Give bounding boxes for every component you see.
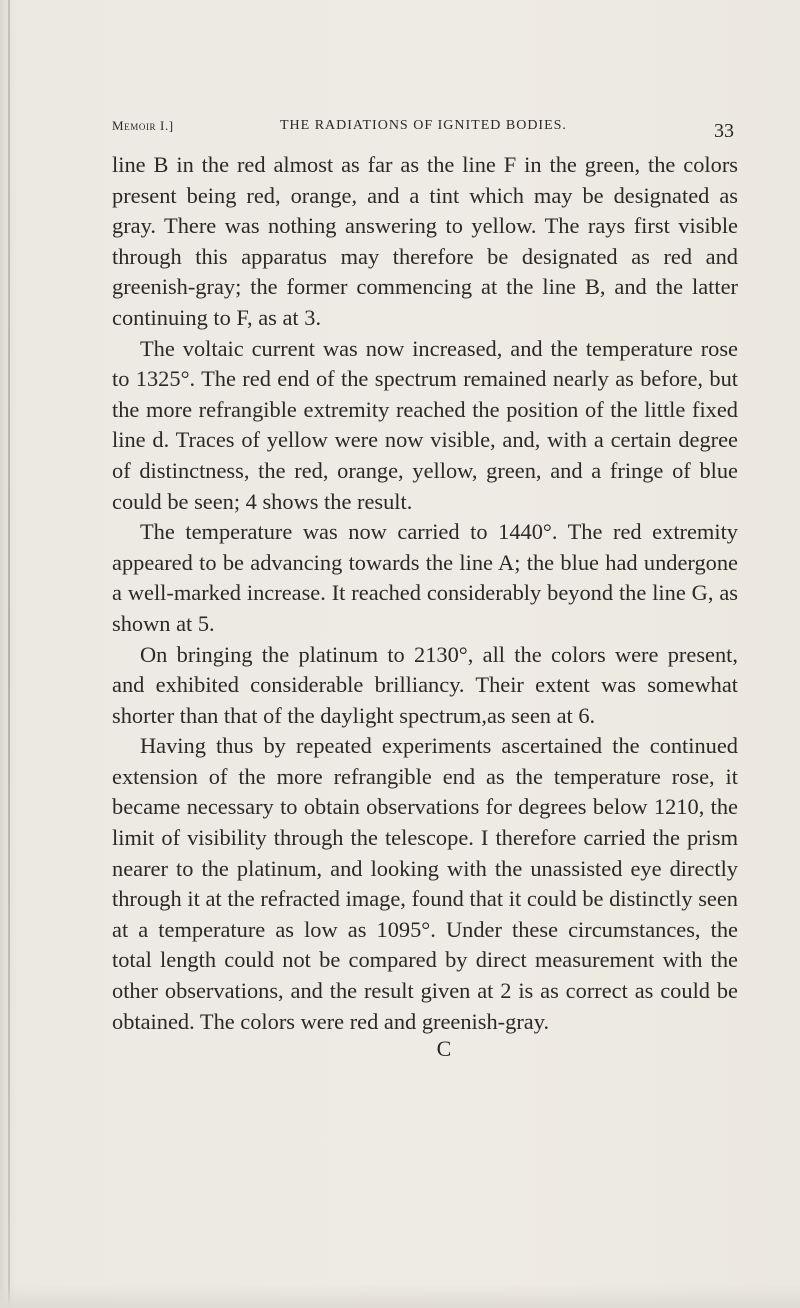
paragraph: The temperature was now carried to 1440°. The red extremity appeared to be advancing towards the line A; the blue had undergone a well-marked increase. It reached considerably beyond the line G, as shown at 5. bbox=[112, 519, 738, 636]
running-head bbox=[112, 118, 736, 142]
body-text bbox=[112, 150, 738, 1037]
running-head-title: THE RADIATIONS OF IGNITED BODIES. bbox=[280, 118, 567, 133]
page-bottom-edge bbox=[0, 1284, 800, 1308]
page-number: 33 bbox=[714, 120, 734, 142]
signature-mark: C bbox=[436, 1036, 452, 1061]
paragraph: The voltaic current was now increased, and the temperature rose to 1325°. The red end of the spectrum remained nearly as before, but the more refrangible extremity reached the position of the little fixed line d. Traces of yellow were now visible, and, with a certain degree of distinctness, the red, orange, yellow, green, and a fringe of blue could be seen; 4 shows the result. bbox=[112, 335, 738, 514]
paragraph: line B in the red almost as far as the line F in the green, the colors present being red, orange, and a tint which may be designated as gray. There was nothing answering to yellow. The rays first visible through this apparatus may therefore be designated as red and greenish-gray; the former commencing at the line B, and the latter continuing to F, as at 3. bbox=[112, 152, 738, 330]
running-head-memoir: Memoir I.] bbox=[112, 118, 174, 133]
page-gutter-shadow bbox=[8, 0, 10, 1308]
paragraph: Having thus by repeated experiments ascertained the continued extension of the more refrangible end as the temperature rose, it became necessary to obtain observations for degrees below 1210, the limit of visibility through the telescope. I therefore carried the prism nearer to the platinum, and looking with the unassisted eye directly through it at the refracted image, found that it could be distinctly seen at a temperature as low as 1095°. Under these circumstances, the total length could not be compared by direct measurement with the other observations, and the result given at 2 is as correct as could be obtained. The colors were red and greenish-gray. bbox=[112, 733, 738, 1034]
paragraph: On bringing the platinum to 2130°, all the colors were present, and exhibited considerable brilliancy. Their extent was somewhat shorter than that of the daylight spectrum,as seen at 6. bbox=[112, 641, 738, 728]
